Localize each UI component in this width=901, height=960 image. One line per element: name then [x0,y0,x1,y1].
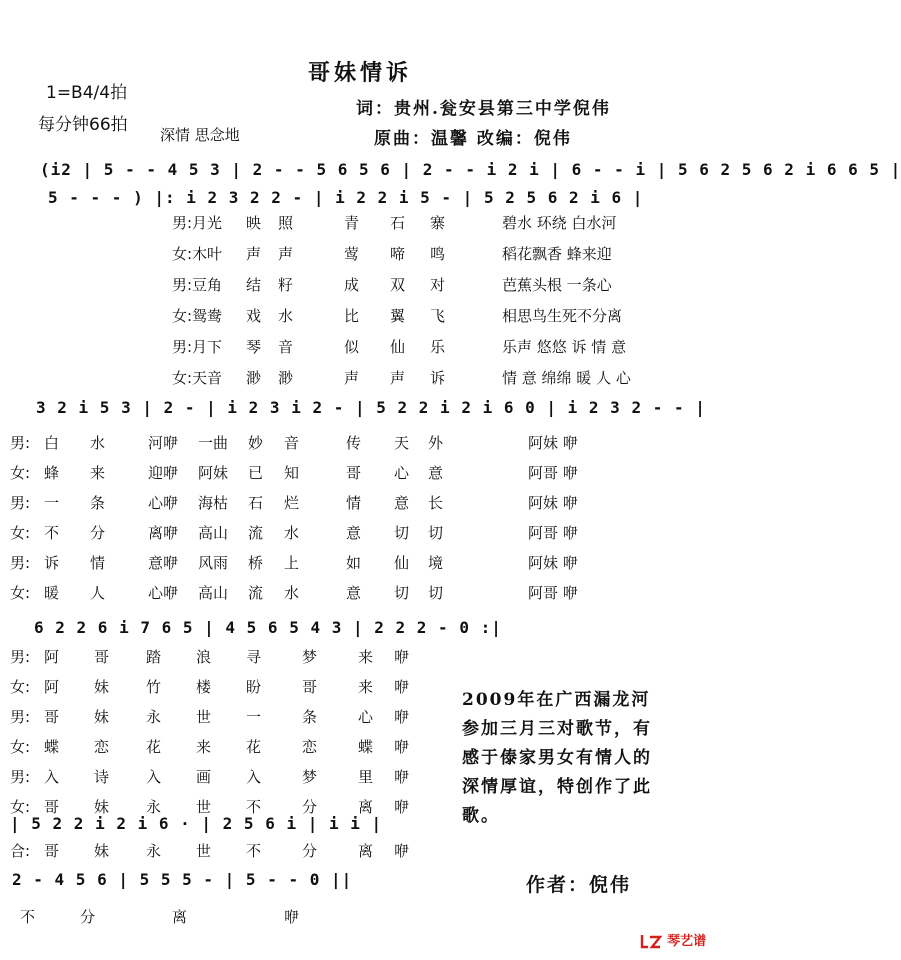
lyric-syllable: 流 [248,524,264,542]
lyric-syllable: 啼 [390,245,406,263]
lyric-syllable: 离 [358,842,374,860]
author-signature: 作者：倪伟 [526,874,632,896]
notation-row-6: 2 - 4 5 6 | 5 5 5 - | 5 - - 0 || [12,870,353,889]
lyric-syllable: 楼 [196,678,212,696]
lyric-syllable: 心咿 [148,494,179,512]
lyric-syllable: 照 [278,214,294,232]
lyric-syllable: 来 [358,648,374,666]
lyric-syllable: 对 [430,276,446,294]
verse-2-row [0,522,720,544]
lyric-syllable: 已 [248,464,264,482]
lyric-syllable: 暖 [44,584,60,602]
lyric-syllable: 哥 [44,708,60,726]
lyric-syllable: 分 [302,842,318,860]
lyric-syllable: 相思鸟生死不分离 [502,307,623,325]
lyric-syllable: 咿 [394,708,410,726]
lyric-syllable: 女: [10,524,31,542]
lyric-syllable: 女:天音 [172,369,223,387]
verse-1-row [0,274,720,296]
lyric-syllable: 渺 [246,369,262,387]
composer-credit: 原曲：温馨 改编：倪伟 [374,129,572,149]
lyric-syllable: 音 [278,338,294,356]
lyric-syllable: 男:豆角 [172,276,223,294]
lyric-syllable: 来 [90,464,106,482]
lyric-syllable: 籽 [278,276,294,294]
lyric-syllable: 哥 [346,464,362,482]
lyric-syllable: 翼 [390,307,406,325]
lyric-syllable: 石 [248,494,264,512]
lyric-syllable: 哥 [302,678,318,696]
ending-word: 离 [172,908,188,926]
lyric-syllable: 白 [44,434,60,452]
lyric-syllable: 条 [90,494,106,512]
lyric-syllable: 声 [278,245,294,263]
lyric-syllable: 切 [428,524,444,542]
lyric-syllable: 海枯 [198,494,229,512]
lyric-syllable: 水 [278,307,294,325]
lyric-syllable: 世 [196,708,212,726]
lyric-syllable: 盼 [246,678,262,696]
notation-row-5: | 5 2 2 i 2 i 6 · | 2 5 6 i | i i | [10,814,383,833]
lyric-syllable: 阿哥 咿 [528,524,578,542]
lyric-syllable: 一 [44,494,60,512]
lyric-syllable: 不 [44,524,60,542]
lyric-syllable: 来 [196,738,212,756]
song-title: 哥妹情诉 [308,60,413,86]
ending-word: 咿 [284,908,300,926]
lyric-syllable: 男: [10,708,31,726]
lyric-syllable: 画 [196,768,212,786]
notation-row-1: (i2 | 5 - - 4 5 3 | 2 - - 5 6 5 6 | 2 - - i 2 i | 6 - - i | 5 6 2 5 6 2 i 6 6 5 | [40,160,901,179]
lyric-syllable: 入 [246,768,262,786]
lyric-syllable: 外 [428,434,444,452]
lyric-syllable: 梦 [302,768,318,786]
lyric-syllable: 心咿 [148,584,179,602]
lyric-syllable: 天 [394,434,410,452]
lyric-syllable: 比 [344,307,360,325]
lyric-syllable: 河咿 [148,434,179,452]
logo-icon [640,933,662,949]
verse-1-row [0,243,720,265]
lyric-syllable: 入 [146,768,162,786]
lyric-syllable: 仙 [390,338,406,356]
lyric-syllable: 女: [10,584,31,602]
lyric-syllable: 女: [10,464,31,482]
lyric-syllable: 高山 [198,524,229,542]
lyric-syllable: 咿 [394,648,410,666]
lyric-syllable: 永 [146,708,162,726]
lyric-syllable: 流 [248,584,264,602]
lyric-syllable: 芭蕉头根 一条心 [502,276,612,294]
lyric-syllable: 恋 [94,738,110,756]
lyric-syllable: 来 [358,678,374,696]
lyric-syllable: 双 [390,276,406,294]
lyric-syllable: 阿 [44,678,60,696]
lyric-syllable: 入 [44,768,60,786]
lyric-syllable: 知 [284,464,300,482]
verse-2-row [0,582,720,604]
lyric-syllable: 离咿 [148,524,179,542]
lyric-syllable: 阿哥 咿 [528,584,578,602]
lyric-syllable: 声 [344,369,360,387]
lyric-syllable: 意 [428,464,444,482]
tempo-marking: 每分钟66拍 [38,115,128,135]
lyric-syllable: 阿妹 咿 [528,554,578,572]
lyric-syllable: 乐声 悠悠 诉 情 意 [502,338,627,356]
lyric-syllable: 水 [284,584,300,602]
expression-marking: 深情 思念地 [160,126,240,144]
lyric-syllable: 音 [284,434,300,452]
lyric-syllable: 蝶 [44,738,60,756]
lyric-syllable: 意 [346,584,362,602]
lyric-syllable: 烂 [284,494,300,512]
verse-1-row [0,336,720,358]
lyric-syllable: 诉 [430,369,446,387]
lyric-syllable: 永 [146,798,162,816]
lyric-syllable: 男: [10,554,31,572]
verse-1-row [0,212,720,234]
logo-text: 琴艺谱 [667,934,707,949]
lyric-syllable: 不 [246,798,262,816]
lyric-syllable: 世 [196,798,212,816]
lyric-syllable: 迎咿 [148,464,179,482]
lyric-syllable: 咿 [394,768,410,786]
lyric-syllable: 花 [246,738,262,756]
notation-row-4: 6 2 2 6 i 7 6 5 | 4 5 6 5 4 3 | 2 2 2 - 0 :| [34,618,502,637]
lyric-syllable: 女: [10,678,31,696]
lyric-syllable: 阿妹 [198,464,229,482]
lyric-syllable: 哥 [44,798,60,816]
lyric-syllable: 哥 [44,842,60,860]
lyric-syllable: 高山 [198,584,229,602]
lyric-syllable: 风雨 [198,554,229,572]
lyric-syllable: 男: [10,434,31,452]
lyric-syllable: 阿妹 咿 [528,494,578,512]
lyric-syllable: 恋 [302,738,318,756]
lyric-syllable: 心 [394,464,410,482]
lyric-syllable: 结 [246,276,262,294]
verse-1-row [0,305,720,327]
lyric-syllable: 阿 [44,648,60,666]
lyric-syllable: 女:木叶 [172,245,223,263]
verse-2-row [0,462,720,484]
lyric-syllable: 咿 [394,842,410,860]
composer-note: 2009年在广西漏龙河参加三月三对歌节，有感于傣家男女有情人的深情厚谊，特创作了此歌。 [462,690,652,826]
verse-3-row [0,840,720,862]
lyric-syllable: 人 [90,584,106,602]
lyric-syllable: 渺 [278,369,294,387]
lyric-syllable: 映 [246,214,262,232]
lyric-syllable: 莺 [344,245,360,263]
lyric-syllable: 离 [358,798,374,816]
lyric-syllable: 男: [10,768,31,786]
lyric-syllable: 踏 [146,648,162,666]
lyric-syllable: 咿 [394,678,410,696]
lyric-syllable: 传 [346,434,362,452]
lyric-syllable: 里 [358,768,374,786]
lyric-syllable: 妹 [94,678,110,696]
lyric-syllable: 鸣 [430,245,446,263]
lyric-syllable: 水 [284,524,300,542]
lyric-syllable: 声 [246,245,262,263]
lyric-syllable: 一曲 [198,434,229,452]
verse-3-row [0,646,720,668]
lyric-syllable: 琴 [246,338,262,356]
lyric-syllable: 切 [394,524,410,542]
lyric-syllable: 稻花飘香 蜂来迎 [502,245,612,263]
lyric-syllable: 上 [284,554,300,572]
lyric-syllable: 女: [10,738,31,756]
lyric-syllable: 分 [90,524,106,542]
lyric-syllable: 寻 [246,648,262,666]
lyric-syllable: 女:鸳鸯 [172,307,223,325]
lyric-syllable: 切 [394,584,410,602]
lyric-syllable: 男:月光 [172,214,223,232]
lyric-syllable: 蝶 [358,738,374,756]
lyric-syllable: 戏 [246,307,262,325]
lyric-syllable: 碧水 环绕 白水河 [502,214,617,232]
lyric-syllable: 梦 [302,648,318,666]
lyric-syllable: 声 [390,369,406,387]
ending-lyrics [0,906,720,928]
lyric-syllable: 阿哥 咿 [528,464,578,482]
verse-2-row [0,492,720,514]
lyric-syllable: 飞 [430,307,446,325]
lyric-syllable: 妹 [94,842,110,860]
lyric-syllable: 情 [90,554,106,572]
notation-row-2: 5 - - - ) |: i 2 3 2 2 - | i 2 2 i 5 - | 5 2 5 6 2 i 6 | [48,188,644,207]
lyric-syllable: 哥 [94,648,110,666]
lyricist-credit: 词：贵州.瓮安县第三中学倪伟 [356,99,611,119]
verse-1-row [0,367,720,389]
lyric-syllable: 境 [428,554,444,572]
lyric-syllable: 诉 [44,554,60,572]
lyric-syllable: 阿妹 咿 [528,434,578,452]
lyric-syllable: 分 [302,798,318,816]
lyric-syllable: 一 [246,708,262,726]
lyric-syllable: 咿 [394,738,410,756]
lyric-syllable: 男:月下 [172,338,223,356]
lyric-syllable: 男: [10,648,31,666]
lyric-syllable: 蜂 [44,464,60,482]
lyric-syllable: 妹 [94,798,110,816]
lyric-syllable: 诗 [94,768,110,786]
lyric-syllable: 意 [394,494,410,512]
lyric-syllable: 妹 [94,708,110,726]
lyric-syllable: 石 [390,214,406,232]
lyric-syllable: 咿 [394,798,410,816]
lyric-syllable: 男: [10,494,31,512]
lyric-syllable: 成 [344,276,360,294]
lyric-syllable: 如 [346,554,362,572]
lyric-syllable: 意 [346,524,362,542]
lyric-syllable: 乐 [430,338,446,356]
ending-word: 分 [80,908,96,926]
lyric-syllable: 长 [428,494,444,512]
lyric-syllable: 寨 [430,214,446,232]
lyric-syllable: 水 [90,434,106,452]
lyric-syllable: 心 [358,708,374,726]
lyric-syllable: 情 [346,494,362,512]
lyric-syllable: 女: [10,798,31,816]
lyric-syllable: 意咿 [148,554,179,572]
lyric-syllable: 永 [146,842,162,860]
lyric-syllable: 桥 [248,554,264,572]
lyric-syllable: 浪 [196,648,212,666]
lyric-syllable: 切 [428,584,444,602]
key-signature: 1=B4/4拍 [46,83,128,103]
lyric-syllable: 条 [302,708,318,726]
lyric-syllable: 仙 [394,554,410,572]
site-logo [640,930,706,949]
verse-2-row [0,432,720,454]
lyric-syllable: 妙 [248,434,264,452]
ending-word: 不 [20,908,36,926]
lyric-syllable: 花 [146,738,162,756]
lyric-syllable: 青 [344,214,360,232]
lyric-syllable: 竹 [146,678,162,696]
lyric-syllable: 情 意 绵绵 暖 人 心 [502,369,631,387]
verse-2-row [0,552,720,574]
lyric-syllable: 似 [344,338,360,356]
notation-row-3: 3 2 i 5 3 | 2 - | i 2 3 i 2 - | 5 2 2 i 2 i 6 0 | i 2 3 2 - - | [36,398,706,417]
lyric-syllable: 不 [246,842,262,860]
lyric-syllable: 合: [10,842,31,860]
lyric-syllable: 世 [196,842,212,860]
